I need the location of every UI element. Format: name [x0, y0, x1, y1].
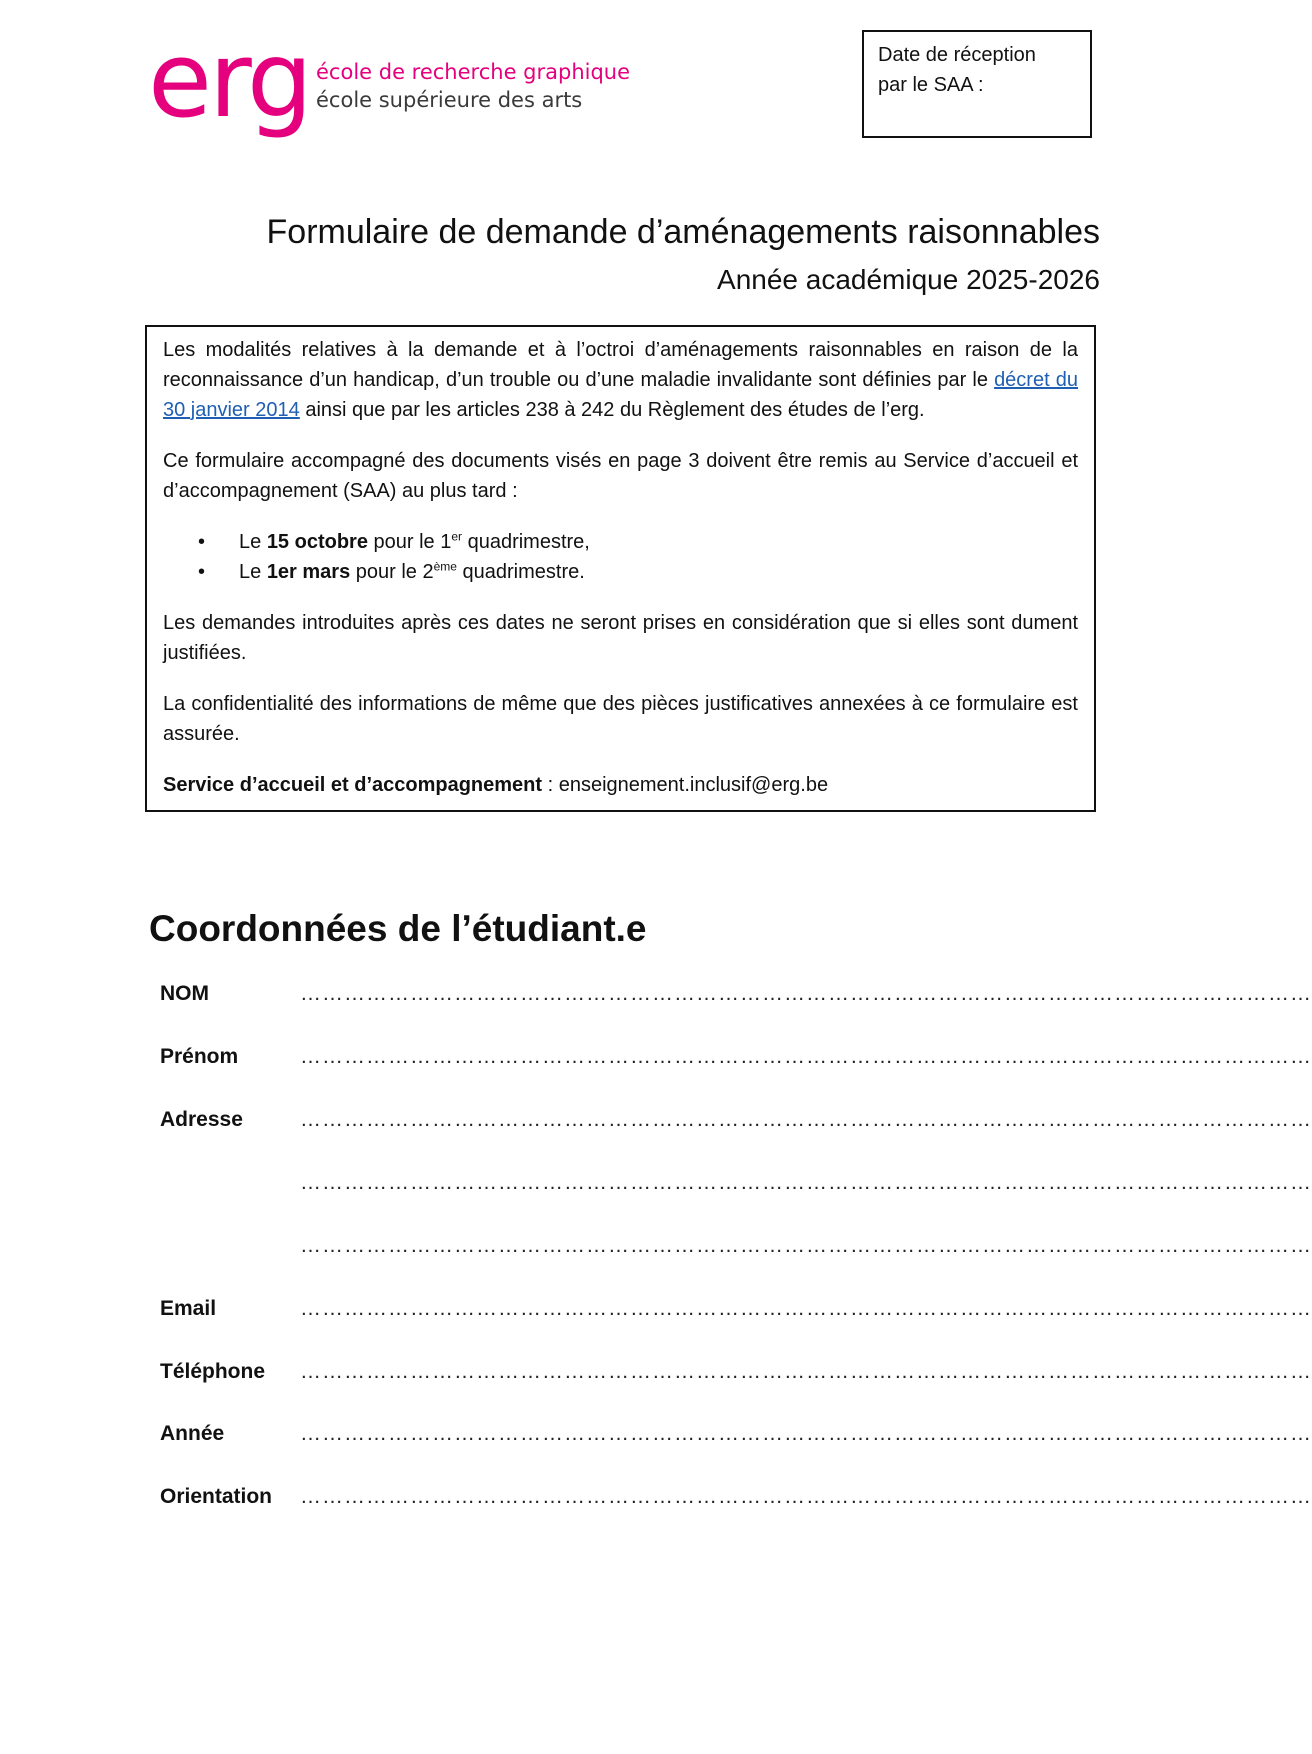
- field-label: Année: [160, 1422, 225, 1445]
- fill-line[interactable]: …………………………………………………………………………………………………………………………: [300, 1108, 1312, 1131]
- field-nom[interactable]: [160, 977, 1312, 1011]
- erg-logo-mark: erg: [148, 19, 310, 141]
- deadline-text: quadrimestre.: [456, 561, 585, 583]
- fill-line[interactable]: …………………………………………………………………………………………………………………………: [300, 1422, 1312, 1445]
- fill-line[interactable]: …………………………………………………………………………………………………………………………: [300, 1171, 1312, 1194]
- logo-school-name: école de recherche graphique: [316, 60, 631, 84]
- info-paragraph-deadline: Ce formulaire accompagné des documents visés en page 3 doivent être remis au Service d’accueil et d’accompagnement (SAA) au plus tard :: [163, 450, 1078, 502]
- contact-label: Service d’accueil et d’accompagnement: [163, 774, 543, 796]
- form-title: Formulaire de demande d’aménagements raisonnables: [266, 213, 1100, 251]
- field-adresse-line3[interactable]: [160, 1229, 1312, 1263]
- fill-line[interactable]: …………………………………………………………………………………………………………………………: [300, 1234, 1312, 1257]
- fill-line[interactable]: …………………………………………………………………………………………………………………………: [300, 1297, 1312, 1320]
- info-box: [145, 325, 1096, 812]
- fill-line[interactable]: …………………………………………………………………………………………………………………………: [300, 1485, 1312, 1508]
- field-adresse[interactable]: [160, 1103, 1312, 1137]
- fill-line[interactable]: …………………………………………………………………………………………………………………………: [300, 1045, 1312, 1068]
- deadline-text: pour le 1: [367, 531, 452, 553]
- deadline-text: Le: [239, 561, 267, 583]
- deadline-item-q1: [163, 527, 1078, 557]
- field-label: NOM: [160, 982, 209, 1005]
- field-orientation[interactable]: [160, 1480, 1312, 1514]
- info-text: Les modalités relatives à la demande et à l’octroi d’aménagements raisonnables en raison de la reconnaissance d’un handicap, d’un trouble ou d’une maladie invalidante sont définies par le: [163, 339, 1078, 391]
- deadline-text: pour le 2: [350, 561, 434, 583]
- logo-school-subtitle: école supérieure des arts: [316, 88, 583, 112]
- deadline-text: Le: [239, 531, 267, 553]
- deadline-text: quadrimestre,: [462, 531, 590, 553]
- field-annee[interactable]: [160, 1417, 1312, 1451]
- field-label: Email: [160, 1297, 217, 1320]
- academic-year: Année académique 2025-2026: [717, 264, 1100, 295]
- deadline-date: 1er mars: [266, 561, 351, 583]
- contact-separator: :: [542, 774, 559, 796]
- field-label: Adresse: [160, 1108, 243, 1131]
- fill-line[interactable]: …………………………………………………………………………………………………………………………: [300, 1360, 1312, 1383]
- reception-label-line1: Date de réception: [878, 44, 1036, 66]
- info-contact: [163, 770, 1078, 800]
- deadline-item-q2: [163, 557, 1078, 587]
- field-email[interactable]: [160, 1292, 1312, 1326]
- ordinal-suffix: er: [451, 529, 463, 544]
- field-adresse-line2[interactable]: [160, 1166, 1312, 1200]
- info-paragraph-late: Les demandes introduites après ces dates ne seront prises en considération que si elles sont dument justifiées.: [163, 612, 1078, 664]
- fill-line[interactable]: …………………………………………………………………………………………………………………………: [300, 982, 1312, 1005]
- deadline-list: [163, 527, 1078, 587]
- field-label: Orientation: [160, 1485, 273, 1508]
- field-prenom[interactable]: [160, 1040, 1312, 1074]
- info-paragraph-confidentiality: La confidentialité des informations de même que des pièces justificatives annexées à ce formulaire est assurée.: [163, 693, 1078, 745]
- deadline-date: 15 octobre: [266, 531, 368, 553]
- field-telephone[interactable]: [160, 1355, 1312, 1389]
- field-label: Prénom: [160, 1045, 239, 1068]
- reception-label-line2: par le SAA :: [878, 74, 984, 96]
- info-paragraph-decree: [163, 335, 1078, 425]
- decree-link[interactable]: décret du 30 janvier 2014: [163, 369, 1079, 421]
- reception-date-box: [862, 30, 1092, 138]
- info-text: ainsi que par les articles 238 à 242 du Règlement des études de l’erg.: [299, 399, 925, 421]
- ordinal-suffix: ème: [433, 559, 457, 574]
- section-title-student: Coordonnées de l’étudiant.e: [149, 908, 647, 949]
- contact-email[interactable]: enseignement.inclusif@erg.be: [558, 774, 829, 796]
- field-label: Téléphone: [160, 1360, 266, 1383]
